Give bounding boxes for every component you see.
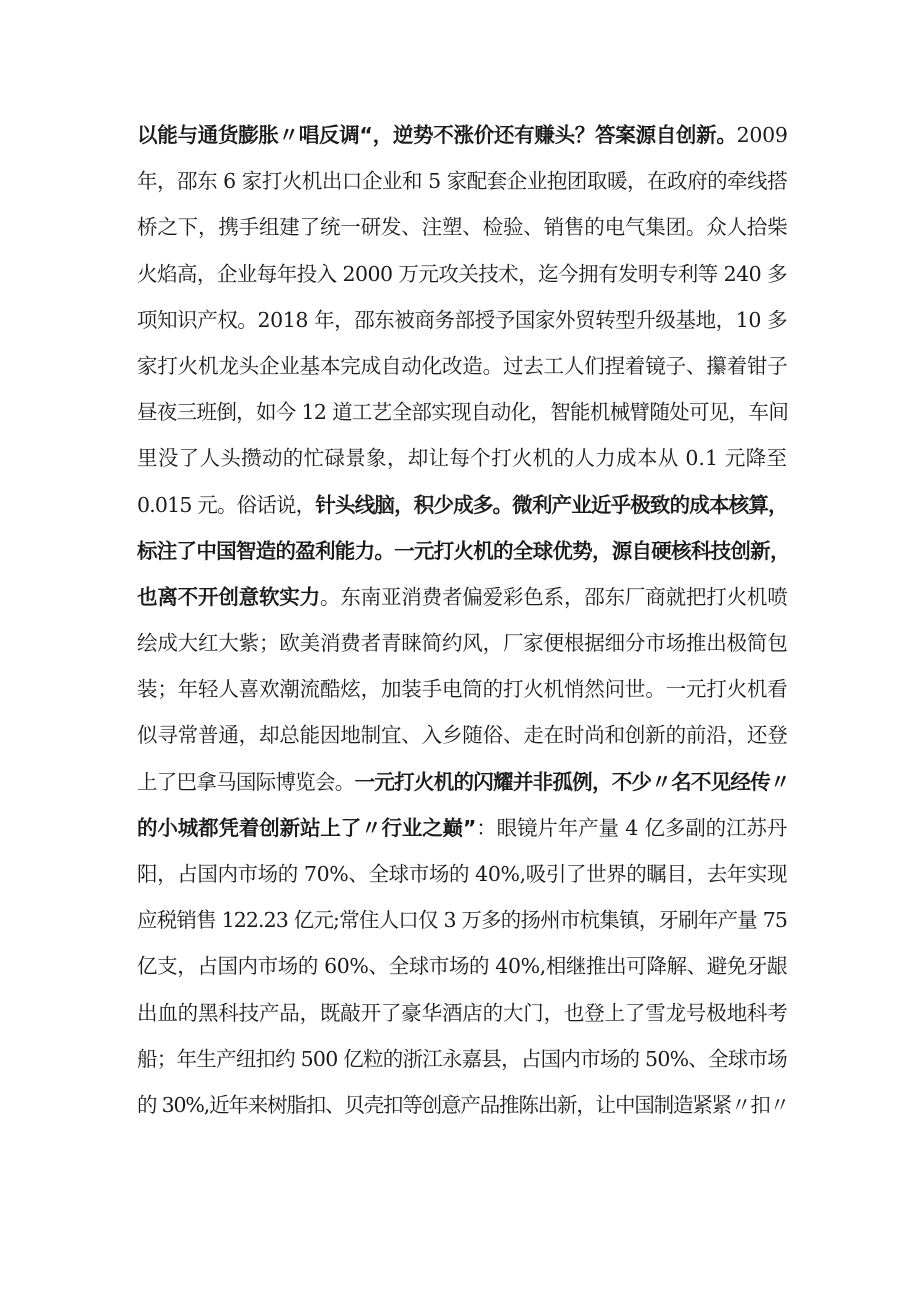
text-run: 的 30%,近年来树脂扣、贝壳扣等创意产品推陈出新，让中国制造紧紧〃扣〃: [137, 1092, 789, 1117]
text-run: 项知识产权。2018 年，邵东被商务部授予国家外贸转型升级基地，10 多: [137, 307, 788, 332]
text-run: 桥之下，携手组建了统一研发、注塑、检验、销售的电气集团。众人拾柴: [137, 215, 788, 240]
text-run: 家打火机龙头企业基本完成自动化改造。过去工人们捏着镜子、攥着钳子: [137, 353, 788, 378]
text-line: [137, 389, 787, 435]
text-line: [137, 712, 787, 758]
text-run: 装；年轻人喜欢潮流酷炫，加装手电筒的打火机悄然问世。一元打火机看: [137, 677, 788, 702]
text-run: 0.015 元。俗话说，: [137, 492, 316, 517]
text-line: [137, 528, 790, 574]
text-line: [137, 759, 790, 805]
bold-text-run: 也离不开创意软实力: [137, 584, 320, 609]
text-line: [137, 251, 787, 297]
text-line: [137, 1082, 787, 1128]
text-run: 。东南亚消费者偏爱彩色系，邵东厂商就把打火机喷: [319, 584, 788, 609]
text-line: [137, 112, 787, 158]
text-line: [137, 666, 787, 712]
bold-text-run: 标注了中国智造的盈利能力。一元打火机的全球优势，源自硬核科技创新，: [137, 538, 790, 563]
text-line: [137, 620, 787, 666]
text-line: [137, 805, 787, 851]
text-run: 火焰高，企业每年投入 2000 万元攻关技术，迄今拥有发明专利等 240 多: [137, 261, 787, 286]
text-run: 似寻常普通，却总能因地制宜、入乡随俗、走在时尚和创新的前沿，还登: [137, 723, 788, 748]
bold-text-run: 一元打火机的闪耀并非孤例，不少〃名不见经传〃: [354, 769, 790, 794]
text-line: [137, 204, 787, 250]
text-line: [137, 990, 787, 1036]
text-run: 里没了人头攒动的忙碌景象，却让每个打火机的人力成本从 0.1 元降至: [137, 446, 787, 471]
text-run: 上了巴拿马国际博览会。: [137, 769, 355, 794]
text-run: 昼夜三班倒，如今 12 道工艺全部实现自动化，智能机械臂随处可见，车间: [137, 400, 789, 425]
text-run: 出血的黑科技产品，既敲开了豪华酒店的大门，也登上了雪龙号极地科考: [137, 1000, 788, 1025]
text-line: [137, 158, 787, 204]
text-run: 阳，占国内市场的 70%、全球市场的 40%,吸引了世界的瞩目，去年实现: [137, 862, 788, 886]
body-paragraph: [137, 112, 790, 1128]
bold-text-run: 以能与通货膨胀〃唱反调“，逆势不涨价还有赚头？答案源自创新。: [137, 123, 737, 147]
text-run: 亿支，占国内市场的 60%、全球市场的 40%,相继推出可降解、避免牙龈: [137, 954, 788, 979]
text-run: 年，邵东 6 家打火机出口企业和 5 家配套企业抱团取暖，在政府的牵线搭: [137, 169, 788, 194]
text-line: [137, 943, 787, 989]
text-line: [137, 482, 787, 528]
text-line: [137, 297, 787, 343]
text-line: [137, 1036, 787, 1082]
text-line: [137, 897, 787, 943]
text-run: 应税销售 122.23 亿元;常住人口仅 3 万多的扬州市杭集镇，牙刷年产量 75: [137, 908, 787, 933]
text-run: 船；年生产纽扣约 500 亿粒的浙江永嘉县，占国内市场的 50%、全球市场: [137, 1046, 787, 1071]
text-line: [137, 851, 787, 897]
text-run: 绘成大红大紫；欧美消费者青睐简约风，厂家便根据细分市场推出极简包: [137, 631, 788, 656]
text-line: [137, 435, 787, 481]
text-line: [137, 574, 787, 620]
text-run: 2009: [736, 123, 788, 147]
bold-text-run: 针头线脑，积少成多。微利产业近乎极致的成本核算，: [315, 492, 788, 517]
text-line: [137, 343, 787, 389]
text-run: ：眼镜片年产量 4 亿多副的江苏丹: [476, 815, 788, 840]
bold-text-run: 的小城都凭着创新站上了〃行业之巅”: [137, 815, 477, 840]
